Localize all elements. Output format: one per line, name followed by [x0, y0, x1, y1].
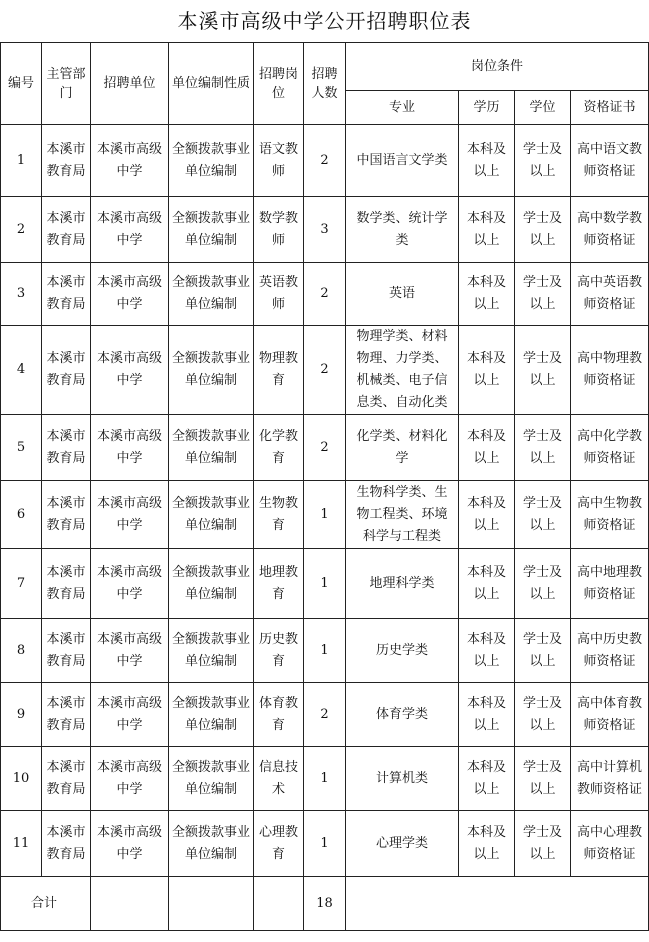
cell-count: 1	[304, 747, 346, 811]
table-row	[1, 747, 649, 811]
cell-nature: 全额拨款事业单位编制	[169, 619, 254, 683]
cell-count: 1	[304, 619, 346, 683]
cell-unit: 本溪市高级中学	[91, 549, 169, 619]
cell-count: 2	[304, 683, 346, 747]
cell-unit: 本溪市高级中学	[91, 326, 169, 415]
cell-nature: 全额拨款事业单位编制	[169, 549, 254, 619]
cell-nature: 全额拨款事业单位编制	[169, 811, 254, 877]
cell-unit: 本溪市高级中学	[91, 263, 169, 326]
table-row	[1, 125, 649, 197]
cell-dept: 本溪市教育局	[42, 683, 91, 747]
total-count: 18	[304, 877, 346, 931]
header-unit: 招聘单位	[91, 43, 169, 125]
cell-cert: 高中计算机教师资格证	[571, 747, 649, 811]
cell-cert: 高中数学教师资格证	[571, 197, 649, 263]
total-empty	[346, 877, 649, 931]
header-degree: 学位	[515, 91, 571, 125]
cell-nature: 全额拨款事业单位编制	[169, 415, 254, 481]
cell-dept: 本溪市教育局	[42, 326, 91, 415]
total-empty	[254, 877, 304, 931]
cell-degree: 学士及以上	[515, 125, 571, 197]
cell-post: 历史教育	[254, 619, 304, 683]
cell-nature: 全额拨款事业单位编制	[169, 747, 254, 811]
cell-edu: 本科及以上	[459, 619, 515, 683]
cell-nature: 全额拨款事业单位编制	[169, 197, 254, 263]
cell-major: 体育学类	[346, 683, 459, 747]
header-edu: 学历	[459, 91, 515, 125]
cell-count: 2	[304, 125, 346, 197]
cell-dept: 本溪市教育局	[42, 197, 91, 263]
cell-edu: 本科及以上	[459, 263, 515, 326]
cell-no: 11	[1, 811, 42, 877]
cell-count: 1	[304, 811, 346, 877]
table-row	[1, 415, 649, 481]
cell-cert: 高中化学教师资格证	[571, 415, 649, 481]
header-dept: 主管部门	[42, 43, 91, 125]
cell-major: 生物科学类、生物工程类、环境科学与工程类	[346, 481, 459, 549]
cell-no: 3	[1, 263, 42, 326]
cell-post: 信息技术	[254, 747, 304, 811]
cell-post: 心理教育	[254, 811, 304, 877]
cell-major: 英语	[346, 263, 459, 326]
table-row	[1, 481, 649, 549]
total-row	[1, 877, 649, 931]
cell-nature: 全额拨款事业单位编制	[169, 263, 254, 326]
cell-cert: 高中心理教师资格证	[571, 811, 649, 877]
cell-major: 历史学类	[346, 619, 459, 683]
cell-dept: 本溪市教育局	[42, 549, 91, 619]
cell-unit: 本溪市高级中学	[91, 747, 169, 811]
header-major: 专业	[346, 91, 459, 125]
table-row	[1, 549, 649, 619]
cell-cert: 高中体育教师资格证	[571, 683, 649, 747]
cell-no: 4	[1, 326, 42, 415]
cell-post: 物理教育	[254, 326, 304, 415]
cell-major: 化学类、材料化学	[346, 415, 459, 481]
total-empty	[91, 877, 169, 931]
cell-cert: 高中生物教师资格证	[571, 481, 649, 549]
cell-dept: 本溪市教育局	[42, 747, 91, 811]
recruitment-table	[0, 42, 649, 931]
cell-post: 化学教育	[254, 415, 304, 481]
cell-degree: 学士及以上	[515, 415, 571, 481]
header-cert: 资格证书	[571, 91, 649, 125]
cell-major: 地理科学类	[346, 549, 459, 619]
cell-degree: 学士及以上	[515, 263, 571, 326]
cell-degree: 学士及以上	[515, 326, 571, 415]
cell-edu: 本科及以上	[459, 747, 515, 811]
cell-unit: 本溪市高级中学	[91, 811, 169, 877]
cell-edu: 本科及以上	[459, 415, 515, 481]
cell-dept: 本溪市教育局	[42, 415, 91, 481]
cell-count: 2	[304, 326, 346, 415]
cell-nature: 全额拨款事业单位编制	[169, 481, 254, 549]
cell-no: 7	[1, 549, 42, 619]
cell-edu: 本科及以上	[459, 549, 515, 619]
cell-no: 1	[1, 125, 42, 197]
cell-dept: 本溪市教育局	[42, 811, 91, 877]
cell-nature: 全额拨款事业单位编制	[169, 326, 254, 415]
cell-count: 1	[304, 549, 346, 619]
cell-unit: 本溪市高级中学	[91, 125, 169, 197]
cell-count: 2	[304, 263, 346, 326]
total-label: 合计	[1, 877, 91, 931]
table-row	[1, 263, 649, 326]
cell-count: 3	[304, 197, 346, 263]
cell-edu: 本科及以上	[459, 683, 515, 747]
cell-dept: 本溪市教育局	[42, 125, 91, 197]
cell-edu: 本科及以上	[459, 125, 515, 197]
total-empty	[169, 877, 254, 931]
header-conditions: 岗位条件	[346, 43, 649, 91]
cell-degree: 学士及以上	[515, 197, 571, 263]
cell-cert: 高中地理教师资格证	[571, 549, 649, 619]
cell-no: 5	[1, 415, 42, 481]
cell-post: 生物教育	[254, 481, 304, 549]
cell-edu: 本科及以上	[459, 326, 515, 415]
cell-major: 数学类、统计学类	[346, 197, 459, 263]
cell-dept: 本溪市教育局	[42, 263, 91, 326]
cell-degree: 学士及以上	[515, 747, 571, 811]
cell-no: 2	[1, 197, 42, 263]
cell-dept: 本溪市教育局	[42, 619, 91, 683]
cell-nature: 全额拨款事业单位编制	[169, 125, 254, 197]
cell-post: 语文教师	[254, 125, 304, 197]
page-title: 本溪市高级中学公开招聘职位表	[177, 9, 472, 33]
cell-major: 计算机类	[346, 747, 459, 811]
cell-nature: 全额拨款事业单位编制	[169, 683, 254, 747]
cell-edu: 本科及以上	[459, 197, 515, 263]
cell-unit: 本溪市高级中学	[91, 415, 169, 481]
cell-unit: 本溪市高级中学	[91, 197, 169, 263]
cell-cert: 高中物理教师资格证	[571, 326, 649, 415]
header-row	[1, 43, 649, 91]
cell-unit: 本溪市高级中学	[91, 683, 169, 747]
cell-post: 英语教师	[254, 263, 304, 326]
cell-degree: 学士及以上	[515, 811, 571, 877]
header-nature: 单位编制性质	[169, 43, 254, 125]
cell-no: 9	[1, 683, 42, 747]
cell-cert: 高中英语教师资格证	[571, 263, 649, 326]
cell-cert: 高中历史教师资格证	[571, 619, 649, 683]
table-row	[1, 683, 649, 747]
cell-major: 心理学类	[346, 811, 459, 877]
cell-count: 1	[304, 481, 346, 549]
cell-degree: 学士及以上	[515, 549, 571, 619]
cell-no: 10	[1, 747, 42, 811]
cell-unit: 本溪市高级中学	[91, 481, 169, 549]
cell-post: 体育教育	[254, 683, 304, 747]
cell-cert: 高中语文教师资格证	[571, 125, 649, 197]
cell-post: 数学教师	[254, 197, 304, 263]
table-row	[1, 619, 649, 683]
table-row	[1, 326, 649, 415]
cell-major: 物理学类、材料物理、力学类、机械类、电子信息类、自动化类	[346, 326, 459, 415]
cell-edu: 本科及以上	[459, 811, 515, 877]
cell-post: 地理教育	[254, 549, 304, 619]
cell-degree: 学士及以上	[515, 619, 571, 683]
cell-unit: 本溪市高级中学	[91, 619, 169, 683]
cell-degree: 学士及以上	[515, 683, 571, 747]
cell-major: 中国语言文学类	[346, 125, 459, 197]
header-post: 招聘岗位	[254, 43, 304, 125]
table-row	[1, 811, 649, 877]
cell-no: 8	[1, 619, 42, 683]
cell-edu: 本科及以上	[459, 481, 515, 549]
cell-no: 6	[1, 481, 42, 549]
table-row	[1, 197, 649, 263]
cell-count: 2	[304, 415, 346, 481]
cell-dept: 本溪市教育局	[42, 481, 91, 549]
header-count: 招聘人数	[304, 43, 346, 125]
cell-degree: 学士及以上	[515, 481, 571, 549]
header-no: 编号	[1, 43, 42, 125]
